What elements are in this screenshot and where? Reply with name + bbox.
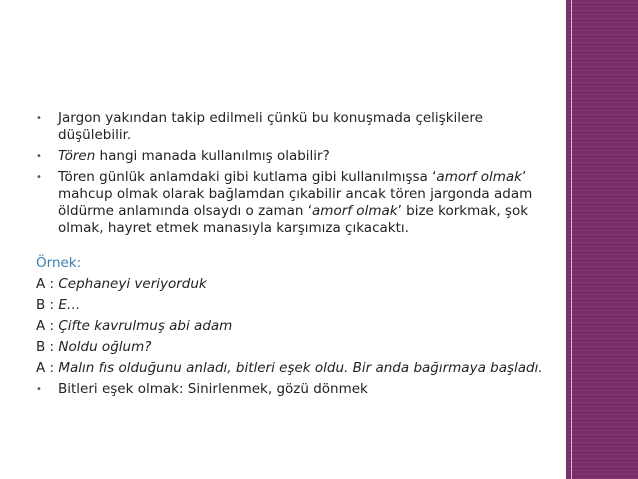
example-heading: Örnek: (36, 255, 82, 271)
bullet-item (36, 148, 556, 165)
dialogue-line (36, 339, 556, 356)
bullet-emphasis: amorf olmak (312, 203, 398, 219)
bullet-item (36, 381, 556, 398)
bullet-text: Tören günlük anlamdaki gibi kutlama gibi kullanılmışsa ‘ (58, 169, 437, 185)
dialogue-text: E… (58, 297, 81, 313)
bullet-emphasis: amorf olmak (436, 169, 522, 185)
sidebar-divider (571, 0, 572, 479)
dialogue-text: Malın fıs olduğunu anladı, bitleri eşek oldu. Bir anda bağırmaya başladı. (58, 360, 543, 376)
bullet-text: Jargon yakından takip edilmeli çünkü bu konuşmada çelişkilere düşülebilir. (58, 110, 483, 143)
dialogue-line (36, 318, 556, 335)
dialogue-text: Cephaneyi veriyorduk (58, 276, 207, 292)
dialogue-line (36, 276, 556, 293)
dialogue-text: Noldu oğlum? (58, 339, 152, 355)
bullet-icon: • (36, 172, 42, 183)
dialogue-text: Çifte kavrulmuş abi adam (58, 318, 233, 334)
slide-content (36, 110, 556, 402)
bullet-text: ’ mahcup olmak olarak bağlamdan çıkabilir ancak tören jargonda adam öldürme anlamında olsaydı o zaman ‘ (58, 169, 533, 219)
speaker-label: A : (36, 318, 55, 334)
bullet-item (36, 169, 556, 237)
speaker-label: B : (36, 339, 55, 355)
speaker-label: B : (36, 297, 55, 313)
dialogue-line (36, 297, 556, 314)
bullet-text: ’ bize korkmak, şok olmak, hayret etmek manasıyla karşımıza çıkacaktı. (58, 203, 529, 236)
speaker-label: A : (36, 276, 55, 292)
bullet-icon: • (36, 151, 42, 162)
dialogue-line (36, 360, 556, 377)
bullet-icon: • (36, 113, 42, 124)
bullet-item (36, 110, 556, 144)
bullet-text: hangi manada kullanılmış olabilir? (95, 148, 330, 164)
decorative-sidebar (566, 0, 638, 479)
speaker-label: A : (36, 360, 55, 376)
bullet-text: Bitleri eşek olmak: Sinirlenmek, gözü dönmek (58, 381, 368, 397)
bullet-emphasis: Tören (58, 148, 96, 164)
bullet-icon: • (36, 384, 42, 395)
